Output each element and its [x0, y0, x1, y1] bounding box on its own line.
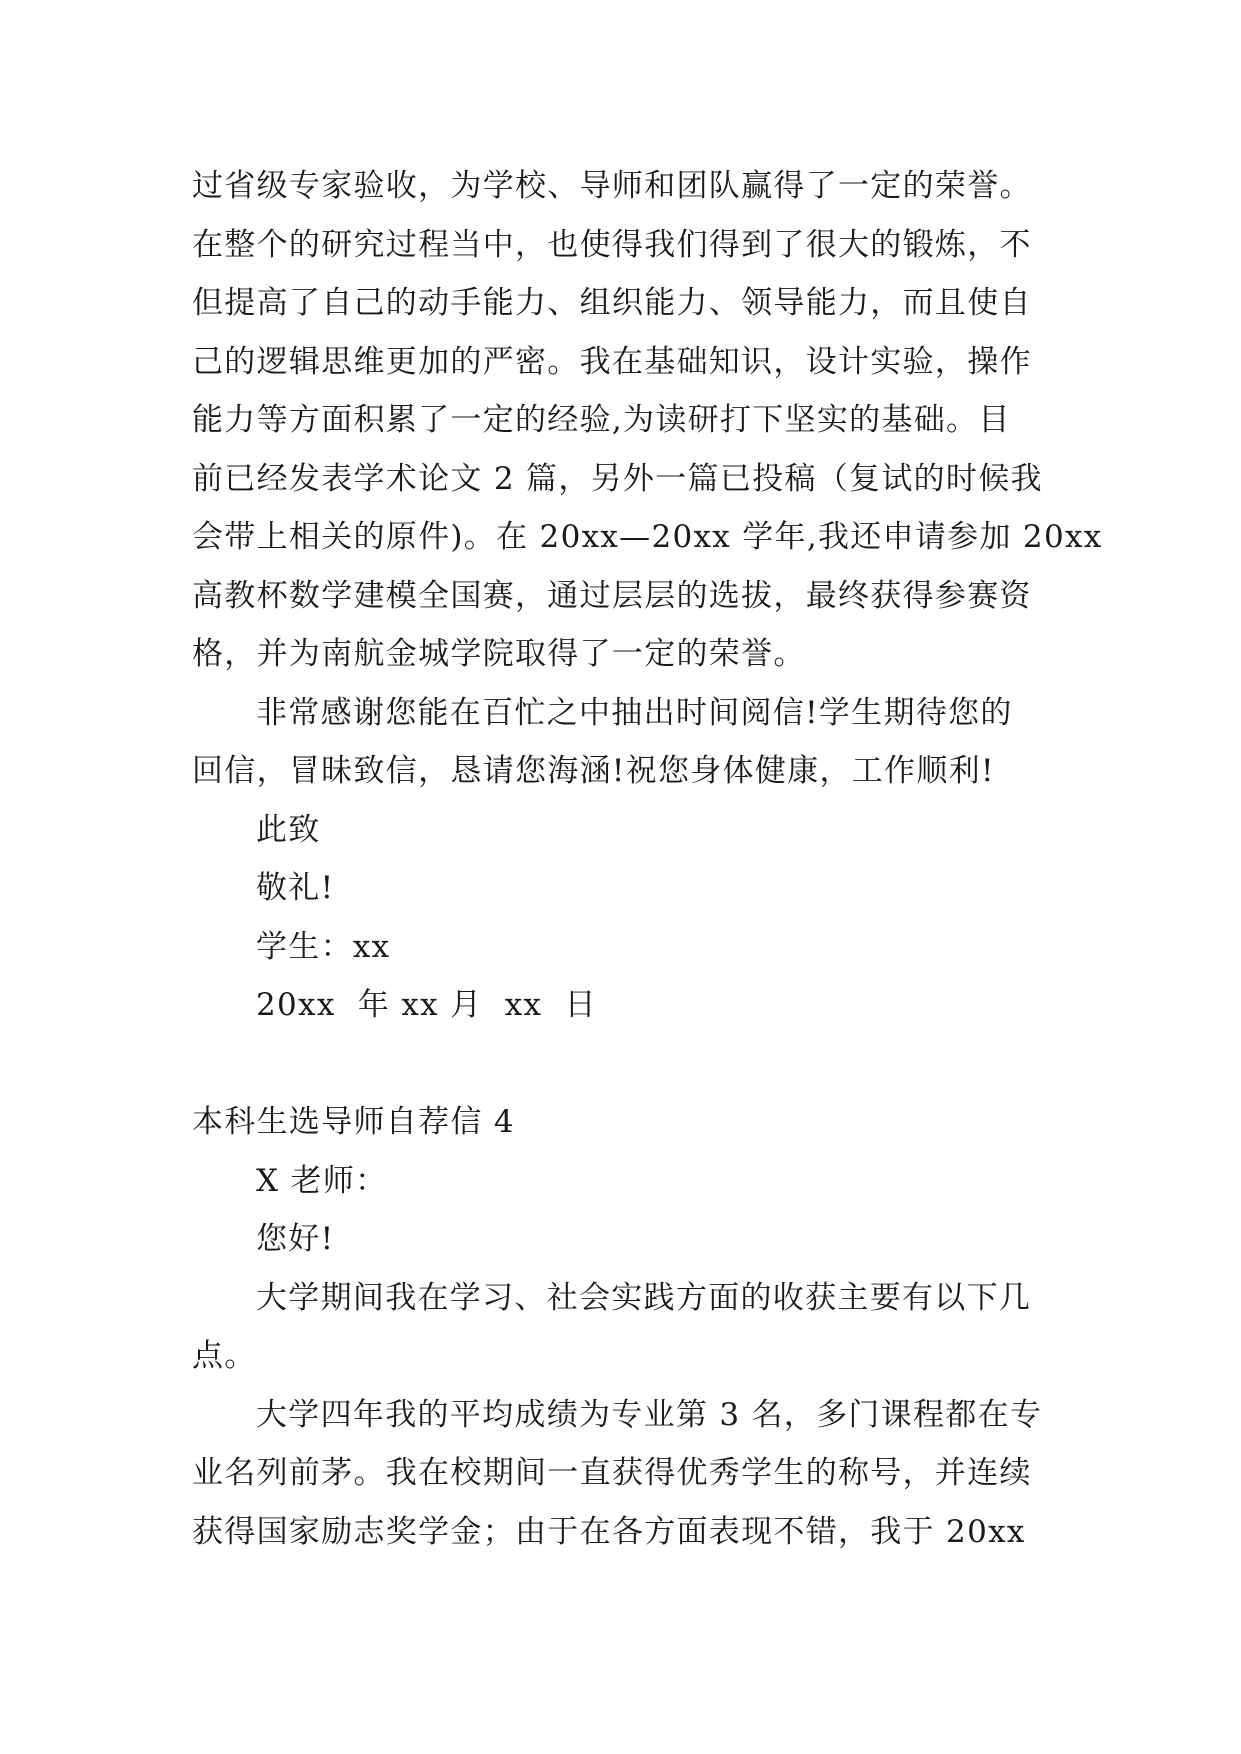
paragraph-research-summary: [192, 157, 1103, 684]
text-line: 高教杯数学建模全国赛，通过层层的选拔，最终获得参赛资: [192, 577, 1032, 614]
text-line: 大学四年我的平均成绩为专业第 3 名，多门课程都在专: [256, 1396, 1043, 1433]
text-line: 能力等方面积累了一定的经验,为读研打下坚实的基础。目: [192, 402, 1011, 438]
paragraph-gains-intro: [192, 1269, 1062, 1386]
closing-line-1: 此致: [256, 811, 321, 848]
text-line: 过省级专家验收，为学校、导师和团队赢得了一定的荣誉。: [192, 168, 1032, 204]
text-line: 非常感谢您能在百忙之中抽出时间阅信!学生期待您的: [256, 694, 1013, 731]
document-body: [192, 157, 1103, 1561]
section-heading: 本科生选导师自荐信 4: [192, 1104, 515, 1140]
text-line: 大学期间我在学习、社会实践方面的收获主要有以下几: [256, 1279, 1032, 1316]
greeting: 您好!: [256, 1221, 335, 1257]
salutation: X 老师：: [256, 1162, 388, 1199]
text-line: 业名列前茅。我在校期间一直获得优秀学生的称号，并连续: [192, 1455, 1032, 1491]
date-line: 20xx 年 xx 月 xx 日: [256, 987, 597, 1023]
text-line: 会带上相关的原件)。在 20xx—20xx 学年,我还申请参加 20xx: [192, 519, 1103, 555]
paragraph-thanks: [192, 684, 1062, 801]
letter-2: [192, 1152, 1062, 1562]
text-line: 获得国家励志奖学金；由于在各方面表现不错，我于 20xx: [192, 1513, 1026, 1550]
signature: 学生：xx: [256, 928, 391, 965]
text-line: 在整个的研究过程当中，也使得我们得到了很大的锻炼，不: [192, 226, 1032, 263]
text-line: 前已经发表学术论文 2 篇，另外一篇已投稿（复试的时候我: [192, 460, 1043, 497]
paragraph-academic-record: [192, 1386, 1062, 1562]
text-line: 回信，冒昧致信，恳请您海涵!祝您身体健康，工作顺利!: [192, 753, 995, 789]
text-line: 点。: [192, 1338, 257, 1374]
letter-closing: [192, 801, 1062, 1035]
text-line: 格，并为南航金城学院取得了一定的荣誉。: [192, 636, 806, 672]
closing-line-2: 敬礼!: [256, 870, 335, 906]
spacer: [192, 1035, 1062, 1094]
text-line: 己的逻辑思维更加的严密。我在基础知识，设计实验，操作: [192, 343, 1032, 380]
text-line: 但提高了自己的动手能力、组织能力、领导能力，而且使自: [192, 285, 1032, 321]
